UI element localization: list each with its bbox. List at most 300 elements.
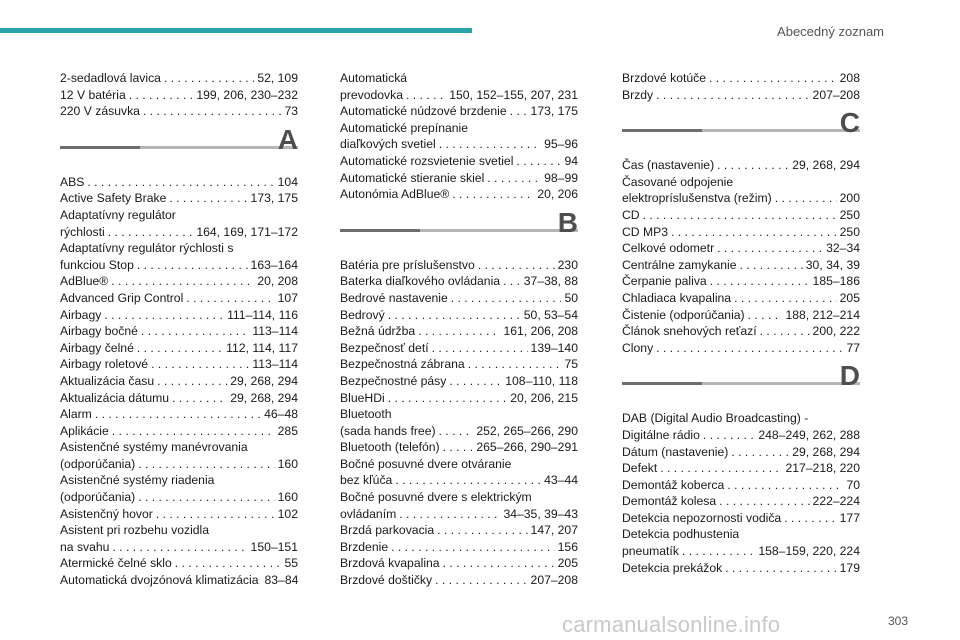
- index-entry: [340, 373, 578, 390]
- index-entry-row: [340, 170, 578, 187]
- index-entry-term: Bežná údržba: [340, 324, 416, 339]
- page-number: 303: [887, 614, 908, 628]
- index-entry-pages: 205: [557, 556, 578, 571]
- index-entry-term: ovládaním: [340, 506, 397, 521]
- index-entry-row: [622, 477, 860, 494]
- leader-dots: [452, 186, 534, 203]
- section-header: [340, 203, 578, 257]
- index-entry-row: [60, 257, 298, 274]
- leader-dots: [656, 340, 843, 357]
- index-entry-term: prevodovka: [340, 87, 404, 102]
- index-entry-row: [622, 157, 860, 174]
- index-entry-row: [340, 539, 578, 556]
- index-entry-term: Detekcia prekážok: [622, 560, 723, 575]
- index-entry: [340, 539, 578, 556]
- index-entry-pages: 173, 175: [250, 191, 298, 206]
- index-entry-row: [622, 207, 860, 224]
- section-letter: B: [557, 206, 578, 238]
- index-entry: [340, 522, 578, 539]
- page-header-title: Abecedný zoznam: [777, 24, 884, 39]
- index-entry-row: [60, 489, 298, 506]
- index-entry-pages: 207–208: [812, 87, 860, 102]
- index-entry: [340, 186, 578, 203]
- index-entry: [622, 510, 860, 527]
- leader-dots: [660, 460, 782, 477]
- index-entry: [340, 572, 578, 589]
- index-entry-row: [60, 103, 298, 120]
- index-entry-row: [60, 539, 298, 556]
- index-entry: [60, 290, 298, 307]
- index-entry-row: [340, 506, 578, 523]
- index-entry-row: [340, 136, 578, 153]
- index-entry-pages: 158–159, 220, 224: [758, 544, 860, 559]
- leader-dots: [731, 444, 789, 461]
- section-divider: [340, 229, 578, 232]
- index-entry-term: Brzdy: [622, 87, 654, 102]
- index-entry-row: [622, 560, 860, 577]
- leader-dots: [406, 87, 446, 104]
- index-entry-term: Brzdá parkovacia: [340, 523, 435, 538]
- index-entry: [340, 390, 578, 407]
- index-entry: [622, 240, 860, 257]
- index-entry-pages: 29, 268, 294: [230, 390, 298, 405]
- index-entry-row: [60, 340, 298, 357]
- index-entry-row: [622, 290, 860, 307]
- leader-dots: [760, 323, 810, 340]
- index-entry-term: (odporúčania): [60, 490, 136, 505]
- leader-dots: [141, 323, 249, 340]
- leader-dots: [437, 522, 527, 539]
- index-entry: [60, 506, 298, 523]
- index-entry-term: Defekt: [622, 461, 658, 476]
- index-entry-pages: 200: [839, 191, 860, 206]
- index-entry-row: [60, 506, 298, 523]
- index-entry-pages: 250: [839, 224, 860, 239]
- index-entry-text: DAB (Digital Audio Broadcasting) -: [622, 411, 809, 426]
- leader-dots: [108, 224, 194, 241]
- index-entry-term: Centrálne zamykanie: [622, 257, 737, 272]
- index-entry-row: [340, 186, 578, 203]
- index-entry-row: [622, 493, 860, 510]
- section-divider: [60, 146, 298, 149]
- index-entry-row: [622, 273, 860, 290]
- index-entry-term: Bedrové nastavenie: [340, 290, 448, 305]
- leader-dots: [656, 87, 809, 104]
- leader-dots: [717, 157, 789, 174]
- index-entry-pages: 139–140: [530, 340, 578, 355]
- index-entry-pages: 160: [277, 456, 298, 471]
- index-entry-row: [60, 307, 298, 324]
- index-entry-text: Adaptatívny regulátor: [60, 207, 176, 222]
- leader-dots: [703, 427, 755, 444]
- index-entry: [60, 423, 298, 440]
- index-entry-term: Detekcia nepozornosti vodiča: [622, 510, 782, 525]
- index-entry-pages: 70: [846, 477, 860, 492]
- index-entry-term: Advanced Grip Control: [60, 290, 184, 305]
- index-entry-term: Chladiaca kvapalina: [622, 290, 732, 305]
- index-entry-term: na svahu: [60, 539, 110, 554]
- index-entry-term: Aktualizácia času: [60, 373, 155, 388]
- index-entry: [60, 390, 298, 407]
- leader-dots: [157, 373, 227, 390]
- index-entry: [622, 290, 860, 307]
- index-entry-term: funkciou Stop: [60, 257, 134, 272]
- index-entry-pages: 20, 206, 215: [510, 390, 578, 405]
- index-entry-pages: 37–38, 88: [523, 274, 578, 289]
- leader-dots: [487, 170, 541, 187]
- index-entry-pages: 112, 114, 117: [226, 340, 298, 355]
- index-entry-row: [340, 373, 578, 390]
- index-entry: [340, 257, 578, 274]
- index-entry: [622, 477, 860, 494]
- index-entry-pages: 252, 265–266, 290: [476, 423, 578, 438]
- index-entry-row: [622, 257, 860, 274]
- index-entry-pages: 20, 208: [257, 274, 298, 289]
- index-entry-pages: 208: [839, 71, 860, 85]
- leader-dots: [432, 340, 528, 357]
- leader-dots: [717, 240, 823, 257]
- leader-dots: [443, 439, 474, 456]
- index-entry-term: Automatické stieranie skiel: [340, 170, 485, 185]
- index-entry-term: Baterka diaľkového ovládania: [340, 274, 501, 289]
- leader-dots: [95, 406, 261, 423]
- index-entry: [60, 572, 298, 589]
- leader-dots: [739, 257, 802, 274]
- index-entry: [340, 356, 578, 373]
- index-entry: [622, 157, 860, 174]
- leader-dots: [399, 506, 500, 523]
- index-entry: [340, 273, 578, 290]
- index-entry-row: [340, 87, 578, 104]
- leader-dots: [478, 257, 555, 274]
- index-entry-pages: 205: [839, 290, 860, 305]
- index-entry: [340, 323, 578, 340]
- leader-dots: [734, 290, 837, 307]
- index-entry-row: [622, 460, 860, 477]
- index-entry-pages: 30, 34, 39: [805, 257, 860, 272]
- section-divider: [622, 129, 860, 132]
- index-entry-row: [60, 87, 298, 104]
- index-entry: [622, 444, 860, 461]
- leader-dots: [671, 224, 837, 241]
- index-entry-row: [622, 240, 860, 257]
- index-entry: [60, 373, 298, 390]
- index-entry-row: [340, 555, 578, 572]
- index-entry: [340, 456, 578, 489]
- leader-dots: [468, 356, 562, 373]
- index-entry: [622, 460, 860, 477]
- index-entry-pages: 163–164: [250, 257, 298, 272]
- index-entry: [340, 307, 578, 324]
- index-entry-pages: 95–96: [544, 137, 578, 152]
- index-entry-text: Bluetooth: [340, 407, 392, 422]
- index-entry-pages: 285: [277, 423, 298, 438]
- leader-dots: [710, 273, 810, 290]
- leader-dots: [388, 307, 521, 324]
- leader-dots: [112, 539, 247, 556]
- index-entry: [340, 153, 578, 170]
- leader-dots: [388, 390, 508, 407]
- watermark: carmanualsonline.info: [562, 612, 781, 637]
- leader-dots: [439, 423, 474, 440]
- index-entry: [60, 240, 298, 273]
- index-entry-term: Automatické núdzové brzdenie: [340, 104, 507, 119]
- index-entry-row: [340, 439, 578, 456]
- index-entry: [60, 174, 298, 191]
- leader-dots: [748, 307, 783, 324]
- index-entry: [340, 439, 578, 456]
- leader-dots: [418, 323, 500, 340]
- index-entry-text: Adaptatívny regulátor rýchlosti s: [60, 241, 234, 256]
- index-entry: [340, 120, 578, 153]
- index-entry-term: BlueHDi: [340, 390, 385, 405]
- index-entry-row: [340, 572, 578, 589]
- index-entry-pages: 265–266, 290–291: [476, 440, 578, 455]
- index-entry-text: Časované odpojenie: [622, 174, 734, 189]
- index-entry: [622, 323, 860, 340]
- index-entry-text: Bočné posuvné dvere otváranie: [340, 456, 512, 471]
- index-entry-term: Active Safety Brake: [60, 191, 167, 206]
- index-entry-term: Čerpanie paliva: [622, 274, 707, 289]
- index-entry-row: [340, 356, 578, 373]
- index-entry-pages: 230: [557, 257, 578, 272]
- index-entry-term: Brzdová kvapalina: [340, 556, 440, 571]
- leader-dots: [186, 290, 274, 307]
- index-entry-pages: 73: [284, 104, 298, 119]
- index-entry-pages: 164, 169, 171–172: [196, 224, 298, 239]
- index-entry-row: [60, 390, 298, 407]
- index-entry-pages: 29, 268, 294: [792, 444, 860, 459]
- section-header: [622, 356, 860, 410]
- index-entry-text: Asistent pri rozbehu vozidla: [60, 523, 210, 538]
- index-entry: [340, 103, 578, 120]
- index-entry-term: Atermické čelné sklo: [60, 556, 172, 571]
- index-entry-pages: 111–114, 116: [227, 307, 298, 322]
- index-entry-row: [340, 307, 578, 324]
- index-entry-term: Čas (nastavenie): [622, 158, 715, 173]
- leader-dots: [435, 572, 527, 589]
- index-entry: [340, 340, 578, 357]
- index-entry-text: Detekcia podhustenia: [622, 527, 740, 542]
- index-entry-term: rýchlosti: [60, 224, 105, 239]
- index-entry-row: [340, 153, 578, 170]
- index-entry: [340, 290, 578, 307]
- leader-dots: [151, 356, 249, 373]
- index-entry-pages: 75: [564, 357, 578, 372]
- index-entry-term: CD MP3: [622, 224, 669, 239]
- index-entry-term: Aktualizácia dátumu: [60, 390, 170, 405]
- index-entry-pages: 207–208: [530, 573, 578, 588]
- index-entry-pages: 20, 206: [537, 187, 578, 202]
- index-entry-row: [622, 427, 860, 444]
- index-entry: [60, 190, 298, 207]
- leader-dots: [443, 555, 555, 572]
- index-entry: [622, 87, 860, 104]
- leader-dots: [439, 136, 541, 153]
- index-entry: [340, 489, 578, 522]
- leader-dots: [391, 539, 555, 556]
- header-accent-bar: [0, 28, 472, 33]
- index-entry-pages: 248–249, 262, 288: [758, 427, 860, 442]
- index-entry-term: Demontáž koberca: [622, 477, 725, 492]
- index-entry: [622, 410, 860, 443]
- index-entry: [340, 170, 578, 187]
- index-entry-row: [60, 174, 298, 191]
- index-entry-pages: 107: [277, 290, 298, 305]
- leader-dots: [175, 555, 282, 572]
- leader-dots: [143, 103, 281, 120]
- index-entry: [60, 439, 298, 472]
- index-entry-row: [60, 356, 298, 373]
- index-entry-term: 2-sedadlová lavica: [60, 71, 161, 85]
- index-entry: [622, 174, 860, 207]
- leader-dots: [112, 423, 275, 440]
- index-entry-row: [340, 472, 578, 489]
- index-entry: [60, 340, 298, 357]
- index-entry-text: Asistenčné systémy riadenia: [60, 473, 215, 488]
- leader-dots: [503, 273, 521, 290]
- index-entry: [340, 406, 578, 439]
- index-entry-row: [340, 522, 578, 539]
- index-entry-term: Bezpečnostné pásy: [340, 373, 447, 388]
- index-entry-row: [340, 103, 578, 120]
- index-entry: [340, 70, 578, 103]
- index-entry-row: [60, 190, 298, 207]
- index-entry-pages: 29, 268, 294: [792, 158, 860, 173]
- index-entry: [622, 493, 860, 510]
- index-entry-row: [622, 323, 860, 340]
- index-entry-text: Automatická: [340, 71, 408, 85]
- index-entry-text: Asistenčné systémy manévrovania: [60, 440, 248, 455]
- index-entry-pages: 160: [277, 490, 298, 505]
- leader-dots: [169, 190, 247, 207]
- leader-dots: [775, 190, 837, 207]
- leader-dots: [725, 560, 836, 577]
- index-entry-term: Brzdové kotúče: [622, 71, 707, 85]
- index-entry-row: [622, 87, 860, 104]
- index-entry-row: [622, 70, 860, 87]
- index-column-3: [622, 70, 860, 576]
- index-entry: [622, 224, 860, 241]
- index-entry-row: [622, 307, 860, 324]
- index-entry-row: [60, 406, 298, 423]
- index-entry-term: Digitálne rádio: [622, 427, 700, 442]
- index-entry-row: [340, 323, 578, 340]
- index-entry-term: Celkové odometr: [622, 241, 715, 256]
- index-entry-pages: 173, 175: [530, 104, 578, 119]
- index-entry-term: Bezpečnostná zábrana: [340, 357, 465, 372]
- leader-dots: [138, 456, 274, 473]
- index-entry-pages: 83–84: [264, 573, 299, 588]
- index-entry-row: [340, 273, 578, 290]
- index-entry-term: Brzdenie: [340, 539, 389, 554]
- section-header: [60, 120, 298, 174]
- index-entry-row: [60, 423, 298, 440]
- leader-dots: [451, 290, 562, 307]
- index-entry: [622, 257, 860, 274]
- index-entry-pages: 150, 152–155, 207, 231: [449, 87, 578, 102]
- index-entry: [622, 560, 860, 577]
- index-entry-term: pneumatík: [622, 544, 679, 559]
- index-entry-term: AdBlue®: [60, 274, 109, 289]
- index-entry-row: [622, 510, 860, 527]
- leader-dots: [719, 493, 809, 510]
- index-entry-pages: 179: [839, 560, 860, 575]
- index-entry-term: diaľkových svetiel: [340, 137, 436, 152]
- index-entry-term: Alarm: [60, 407, 92, 422]
- index-entry-pages: 52, 109: [257, 71, 298, 85]
- index-entry-row: [60, 273, 298, 290]
- index-entry: [622, 526, 860, 559]
- index-entry-term: CD: [622, 207, 640, 222]
- index-entry-text: Bočné posuvné dvere s elektrickým: [340, 490, 532, 505]
- index-entry-term: Bezpečnosť detí: [340, 340, 429, 355]
- index-entry: [60, 70, 298, 87]
- section-header: [622, 103, 860, 157]
- index-entry-term: Automatické rozsvietenie svetiel: [340, 153, 514, 168]
- index-entry: [60, 472, 298, 505]
- index-entry-term: Automatická dvojzónová klimatizácia: [60, 573, 259, 588]
- index-entry-pages: 161, 206, 208: [503, 324, 578, 339]
- index-entry-row: [340, 257, 578, 274]
- leader-dots: [784, 510, 836, 527]
- leader-dots: [709, 70, 837, 87]
- leader-dots: [104, 307, 224, 324]
- index-entry-row: [340, 390, 578, 407]
- index-entry-text: Automatické prepínanie: [340, 120, 469, 135]
- index-entry-pages: 102: [277, 506, 298, 521]
- leader-dots: [156, 506, 275, 523]
- leader-dots: [129, 87, 194, 104]
- index-entry-pages: 94: [564, 153, 578, 168]
- index-entry-row: [60, 572, 298, 589]
- leader-dots: [643, 207, 837, 224]
- index-entry: [60, 323, 298, 340]
- index-entry-row: [622, 444, 860, 461]
- index-entry-row: [60, 290, 298, 307]
- index-entry: [60, 103, 298, 120]
- section-letter: D: [839, 360, 860, 392]
- index-entry-pages: 250: [839, 207, 860, 222]
- index-entry-row: [60, 555, 298, 572]
- leader-dots: [138, 489, 274, 506]
- index-entry-term: Čistenie (odporúčania): [622, 307, 745, 322]
- index-entry-term: Clony: [622, 340, 654, 355]
- index-entry-pages: 199, 206, 230–232: [196, 87, 298, 102]
- index-entry-pages: 156: [557, 539, 578, 554]
- index-entry-pages: 46–48: [264, 407, 298, 422]
- index-entry-pages: 150–151: [250, 539, 298, 554]
- index-entry-term: Dátum (nastavenie): [622, 444, 729, 459]
- index-entry: [60, 273, 298, 290]
- index-entry-term: Airbagy: [60, 307, 102, 322]
- index-entry-term: bez kľúča: [340, 473, 393, 488]
- index-entry-term: Brzdové doštičky: [340, 573, 433, 588]
- leader-dots: [137, 257, 248, 274]
- index-entry-pages: 32–34: [826, 241, 860, 256]
- index-entry: [60, 406, 298, 423]
- index-entry-pages: 217–218, 220: [785, 461, 860, 476]
- index-entry-row: [622, 340, 860, 357]
- leader-dots: [395, 472, 541, 489]
- index-entry-row: [622, 190, 860, 207]
- index-entry-pages: 188, 212–214: [785, 307, 860, 322]
- index-entry: [60, 87, 298, 104]
- index-entry-term: Demontáž kolesa: [622, 494, 717, 509]
- index-entry-term: Airbagy roletové: [60, 357, 149, 372]
- index-entry-pages: 98–99: [544, 170, 578, 185]
- index-entry-term: Článok snehových reťazí: [622, 324, 757, 339]
